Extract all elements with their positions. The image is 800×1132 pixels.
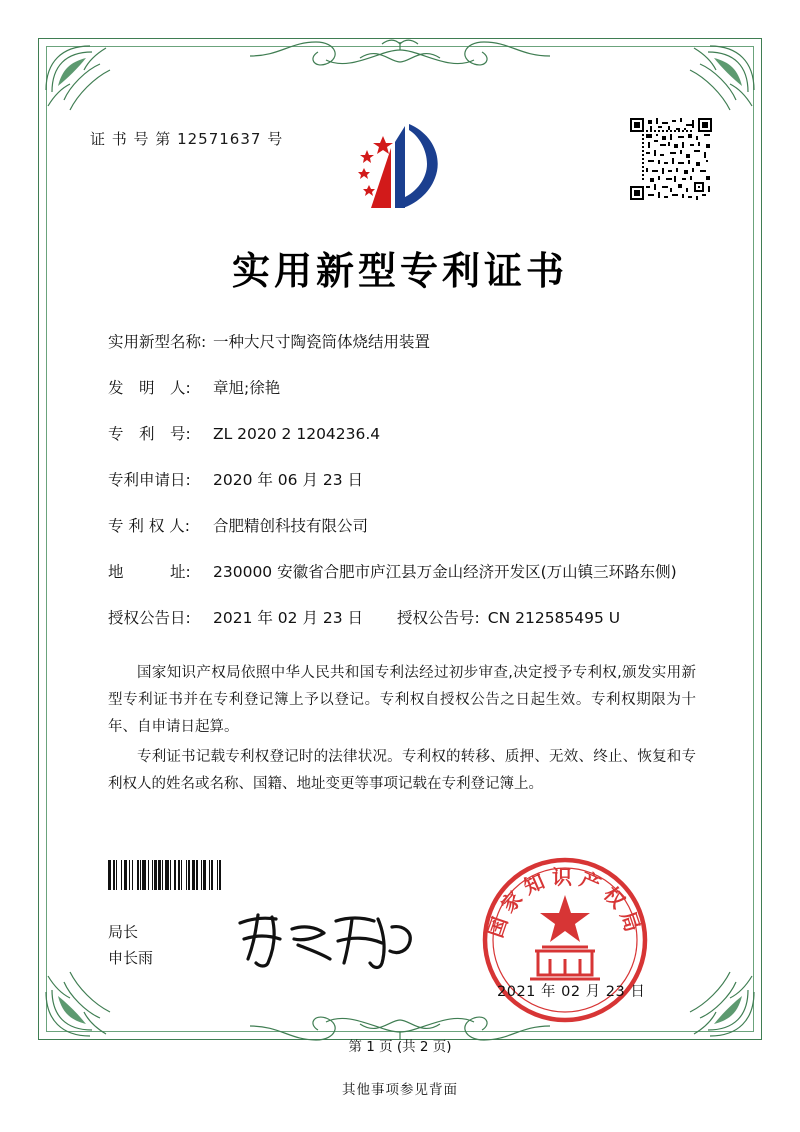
page-title: 实用新型专利证书 bbox=[231, 249, 568, 293]
cnipa-logo-icon bbox=[347, 112, 457, 222]
field-value: 2020 年 06 月 23 日 bbox=[213, 471, 364, 490]
barcode bbox=[108, 860, 316, 890]
field-row bbox=[108, 468, 708, 492]
signature-block bbox=[108, 920, 153, 971]
paragraph: 专利证书记载专利权登记时的法律状况。专利权的转移、质押、无效、终止、恢复和专利权人的姓名或名称、国籍、地址变更等事项记载在专利登记簿上。 bbox=[108, 749, 696, 793]
grant-date-label: 授权公告日: bbox=[108, 609, 191, 628]
field-row bbox=[108, 514, 708, 538]
field-value: 章旭;徐艳 bbox=[213, 379, 281, 398]
page-indicator: 第 1 页 (共 2 页) bbox=[348, 1039, 452, 1055]
field-label: 专 利 权 人: bbox=[108, 517, 191, 536]
grant-number-value: CN 212585495 U bbox=[487, 609, 621, 628]
field-row bbox=[108, 422, 708, 446]
svg-text:国家知识产权局: 国家知识产权局 bbox=[483, 865, 647, 941]
field-label: 实用新型名称: bbox=[108, 333, 207, 351]
director-name-label: 申长雨 bbox=[108, 948, 154, 967]
grant-date-value: 2021 年 02 月 23 日 bbox=[213, 609, 364, 628]
field-row bbox=[108, 376, 708, 400]
handwritten-signature bbox=[232, 905, 422, 975]
certificate-fields bbox=[108, 330, 708, 652]
field-value: 一种大尺寸陶瓷筒体烧结用装置 bbox=[213, 333, 431, 351]
field-label: 地 址: bbox=[108, 563, 191, 582]
field-row bbox=[108, 560, 708, 584]
field-row bbox=[108, 330, 708, 354]
top-scroll-ornament-icon bbox=[250, 36, 550, 84]
field-label: 专 利 号: bbox=[108, 425, 191, 444]
grant-number-label: 授权公告号: bbox=[397, 609, 480, 628]
certificate-number: 证 书 号 第 12571637 号 bbox=[90, 130, 284, 148]
footnote: 其他事项参见背面 bbox=[342, 1082, 458, 1098]
grant-row bbox=[108, 606, 708, 630]
body-paragraphs bbox=[108, 660, 696, 802]
field-value: 合肥精创科技有限公司 bbox=[213, 517, 369, 536]
qr-code bbox=[630, 118, 712, 200]
field-label: 发 明 人: bbox=[108, 379, 191, 398]
field-label: 专利申请日: bbox=[108, 471, 191, 490]
field-value: 230000 安徽省合肥市庐江县万金山经济开发区(万山镇三环路东侧) bbox=[213, 563, 677, 582]
paragraph: 国家知识产权局依照中华人民共和国专利法经过初步审查,决定授予专利权,颁发实用新型专利证书并在专利登记簿上予以登记。专利权自授权公告之日起生效。专利权期限为十年、自申请日起算。 bbox=[108, 665, 696, 735]
seal-date: 2021 年 02 月 23 日 bbox=[497, 984, 646, 1000]
field-value: ZL 2020 2 1204236.4 bbox=[213, 425, 381, 444]
director-title-label: 局长 bbox=[108, 923, 139, 941]
